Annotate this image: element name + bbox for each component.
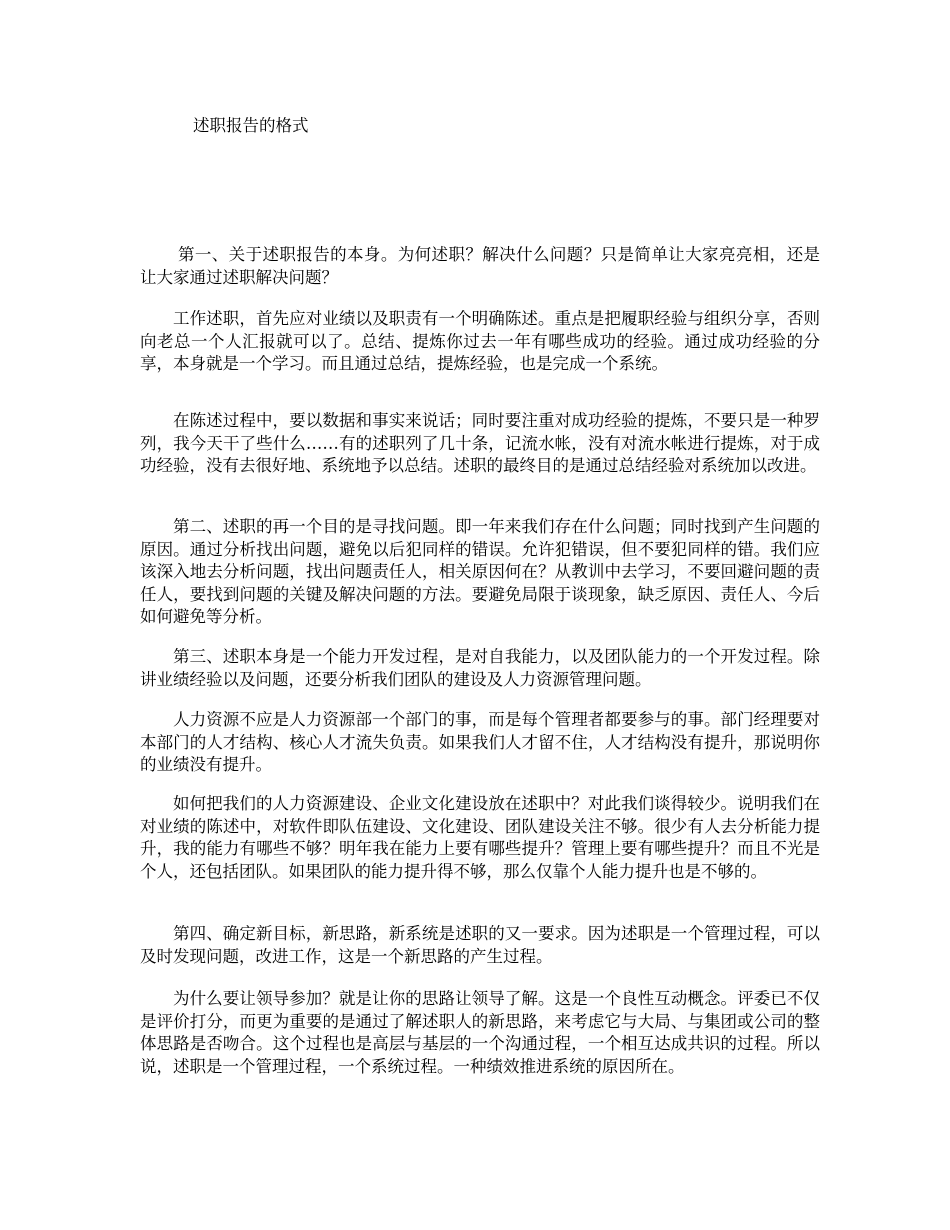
paragraph-8: 第四、确定新目标，新思路，新系统是述职的又一要求。因为述职是一个管理过程，可以及时发现问题，改进工作，这是一个新思路的产生过程。 <box>140 924 820 966</box>
paragraph-1: 第一、关于述职报告的本身。为何述职？解决什么问题？只是简单让大家亮亮相，还是让大家通过述职解决问题？ <box>140 245 820 287</box>
paragraph-2: 工作述职，首先应对业绩以及职责有一个明确陈述。重点是把履职经验与组织分享，否则向老总一个人汇报就可以了。总结、提炼你过去一年有哪些成功的经验。通过成功经验的分享，本身就是一个学习。而且通过总结，提炼经验，也是完成一个系统。 <box>140 309 820 373</box>
paragraph-4: 第二、述职的再一个目的是寻找问题。即一年来我们存在什么问题；同时找到产生问题的原因。通过分析找出问题，避免以后犯同样的错误。允许犯错误，但不要犯同样的错。我们应该深入地去分析问题，找出问题责任人，相关原因何在？从教训中去学习，不要回避问题的责任人，要找到问题的关键及解决问题的方法。要避免局限于谈现象，缺乏原因、责任人、今后如何避免等分析。 <box>140 517 820 626</box>
paragraph-6: 人力资源不应是人力资源部一个部门的事，而是每个管理者都要参与的事。部门经理要对本部门的人才结构、核心人才流失负责。如果我们人才留不住，人才结构没有提升，那说明你的业绩没有提升。 <box>140 710 820 774</box>
paragraph-5: 第三、述职本身是一个能力开发过程，是对自我能力，以及团队能力的一个开发过程。除讲业绩经验以及问题，还要分析我们团队的建设及人力资源管理问题。 <box>140 647 820 689</box>
document-title: 述职报告的格式 <box>193 116 309 135</box>
paragraph-7: 如何把我们的人力资源建设、企业文化建设放在述职中？对此我们谈得较少。说明我们在对业绩的陈述中，对软件即队伍建设、文化建设、团队建设关注不够。很少有人去分析能力提升，我的能力有哪些不够？明年我在能力上要有哪些提升？管理上要有哪些提升？而且不光是个人，还包括团队。如果团队的能力提升得不够，那么仅靠个人能力提升也是不够的。 <box>140 794 820 881</box>
paragraph-3: 在陈述过程中，要以数据和事实来说话；同时要注重对成功经验的提炼，不要只是一种罗列，我今天干了些什么……有的述职列了几十条，记流水帐，没有对流水帐进行提炼，对于成功经验，没有去很好地、系统地予以总结。述职的最终目的是通过总结经验对系统加以改进。 <box>140 411 820 475</box>
paragraph-9: 为什么要让领导参加？就是让你的思路让领导了解。这是一个良性互动概念。评委已不仅是评价打分，而更为重要的是通过了解述职人的新思路，来考虑它与大局、与集团或公司的整体思路是否吻合。这个过程也是高层与基层的一个沟通过程，一个相互达成共识的过程。所以说，述职是一个管理过程，一个系统过程。一种绩效推进系统的原因所在。 <box>140 989 820 1076</box>
